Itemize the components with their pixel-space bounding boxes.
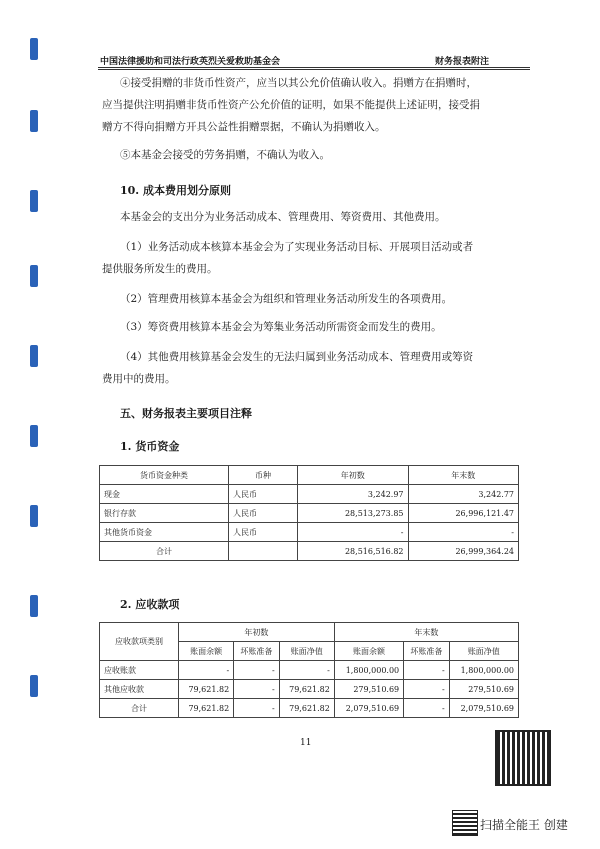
- table-cell: 合计: [100, 699, 179, 718]
- table-header: 年初数: [298, 466, 409, 485]
- table-cell: 28,516,516.82: [298, 542, 409, 561]
- table-header-row: [100, 466, 519, 485]
- table-cell: -: [234, 661, 280, 680]
- table-cell: 26,999,364.24: [408, 542, 519, 561]
- table-cell: 79,621.82: [279, 680, 334, 699]
- header-org: 中国法律援助和司法行政英烈关爱救助基金会: [100, 57, 281, 67]
- paragraph: 费用中的费用。: [102, 373, 176, 385]
- paragraph: （4）其他费用核算基金会发生的无法归属到业务活动成本、管理费用或筹资: [120, 351, 474, 363]
- paragraph: 应当提供注明捐赠非货币性资产公允价值的证明，如果不能提供上述证明，接受捐: [102, 99, 480, 111]
- table-cell: 银行存款: [100, 504, 229, 523]
- binder-mark: [30, 595, 38, 617]
- table-header: 年末数: [408, 466, 519, 485]
- table-cell: 3,242.77: [408, 485, 519, 504]
- table-cell: -: [179, 661, 234, 680]
- table-header-row: [100, 623, 519, 642]
- table-cell: 人民币: [229, 485, 298, 504]
- table-cell: 79,621.82: [279, 699, 334, 718]
- paragraph: 提供服务所发生的费用。: [102, 263, 218, 275]
- cash-table: [99, 465, 519, 561]
- binder-mark: [30, 110, 38, 132]
- table-header: 账面净值: [449, 642, 518, 661]
- table-header: 年初数: [179, 623, 335, 642]
- receivables-table: [99, 622, 519, 718]
- table-cell: 28,513,273.85: [298, 504, 409, 523]
- table-cell: -: [404, 699, 450, 718]
- table-header: 年末数: [334, 623, 518, 642]
- table-cell: 其他应收款: [100, 680, 179, 699]
- table-cell: 3,242.97: [298, 485, 409, 504]
- table-cell: [229, 542, 298, 561]
- table-row: [100, 661, 519, 680]
- paragraph: 本基金会的支出分为业务活动成本、管理费用、筹资费用、其他费用。: [120, 211, 446, 223]
- table-cell: 其他货币资金: [100, 523, 229, 542]
- section-heading: 五、财务报表主要项目注释: [120, 407, 252, 420]
- table-header: 账面净值: [279, 642, 334, 661]
- table-cell: 79,621.82: [179, 680, 234, 699]
- table-header: 坏账准备: [234, 642, 280, 661]
- table-cell: 279,510.69: [334, 680, 403, 699]
- table-cell: -: [234, 680, 280, 699]
- table-cell: 现金: [100, 485, 229, 504]
- table-cell: -: [408, 523, 519, 542]
- table-header: 货币资金种类: [100, 466, 229, 485]
- qr-code: [495, 730, 551, 786]
- scanner-qr-icon: [452, 810, 478, 836]
- table-cell: 79,621.82: [179, 699, 234, 718]
- table-cell: 2,079,510.69: [449, 699, 518, 718]
- table-cell: -: [404, 661, 450, 680]
- paragraph: 赠方不得向捐赠方开具公益性捐赠票据，不确认为捐赠收入。: [102, 121, 386, 133]
- paragraph: ④接受捐赠的非货币性资产，应当以其公允价值确认收入。捐赠方在捐赠时，: [120, 77, 477, 89]
- section-heading: 1. 货币资金: [120, 440, 180, 453]
- paragraph: ⑤本基金会接受的劳务捐赠，不确认为收入。: [120, 149, 330, 161]
- binder-mark: [30, 425, 38, 447]
- header-rule: [98, 67, 530, 68]
- table-total-row: [100, 542, 519, 561]
- binder-mark: [30, 190, 38, 212]
- section-heading: 2. 应收款项: [120, 598, 180, 611]
- table-header: 应收款项类别: [100, 623, 179, 661]
- paragraph: （3）筹资费用核算本基金会为筹集业务活动所需资金而发生的费用。: [120, 321, 442, 333]
- table-cell: -: [279, 661, 334, 680]
- table-cell: -: [234, 699, 280, 718]
- table-cell: 人民币: [229, 523, 298, 542]
- header-rule: [98, 69, 530, 70]
- table-cell: -: [404, 680, 450, 699]
- table-cell: 1,800,000.00: [334, 661, 403, 680]
- section-heading: 10. 成本费用划分原则: [120, 184, 231, 197]
- binder-mark: [30, 265, 38, 287]
- table-cell: 人民币: [229, 504, 298, 523]
- table-header: 坏账准备: [404, 642, 450, 661]
- table-cell: 1,800,000.00: [449, 661, 518, 680]
- table-header: 账面余额: [179, 642, 234, 661]
- table-row: [100, 504, 519, 523]
- table-row: [100, 523, 519, 542]
- binder-mark: [30, 345, 38, 367]
- paragraph: （1）业务活动成本核算本基金会为了实现业务活动目标、开展项目活动或者: [120, 241, 474, 253]
- binder-mark: [30, 38, 38, 60]
- table-row: [100, 680, 519, 699]
- table-header: 账面余额: [334, 642, 403, 661]
- table-cell: 2,079,510.69: [334, 699, 403, 718]
- table-row: [100, 485, 519, 504]
- table-cell: 26,996,121.47: [408, 504, 519, 523]
- binder-mark: [30, 675, 38, 697]
- table-header: 币种: [229, 466, 298, 485]
- header-section: 财务报表附注: [435, 57, 490, 67]
- page-number: 11: [300, 738, 312, 748]
- table-cell: 应收账款: [100, 661, 179, 680]
- table-cell: 279,510.69: [449, 680, 518, 699]
- table-total-row: [100, 699, 519, 718]
- table-cell: -: [298, 523, 409, 542]
- binder-mark: [30, 505, 38, 527]
- paragraph: （2）管理费用核算本基金会为组织和管理业务活动所发生的各项费用。: [120, 293, 453, 305]
- scanner-watermark: 扫描全能王 创建: [480, 818, 568, 832]
- table-cell: 合计: [100, 542, 229, 561]
